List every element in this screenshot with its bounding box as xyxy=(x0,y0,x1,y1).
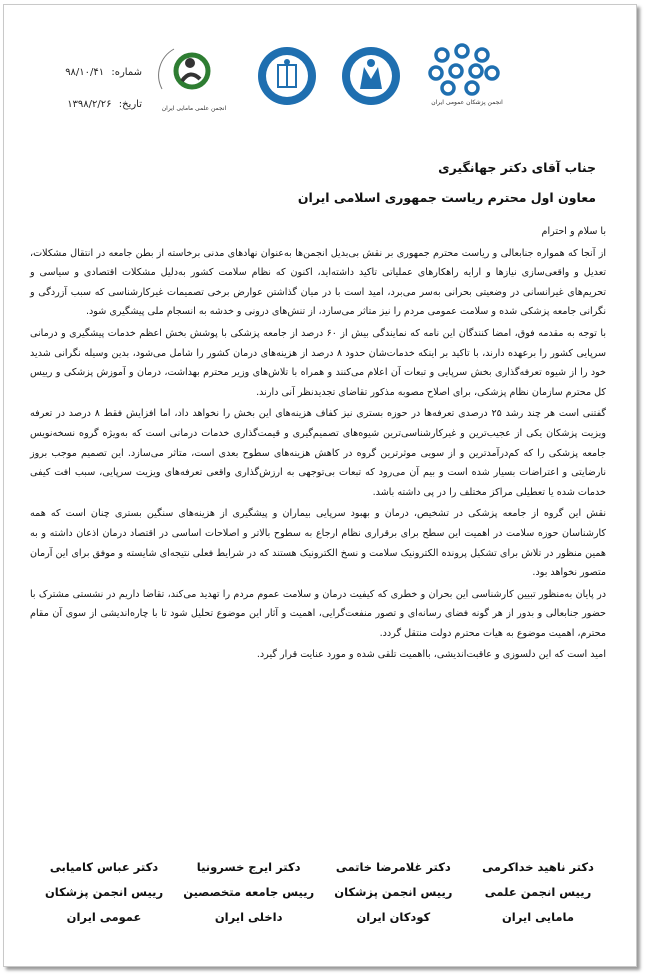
signatory-title: رییس انجمن پزشکان xyxy=(44,885,164,899)
signatory-org: کودکان ایران xyxy=(356,910,431,924)
paragraph-5: در پایان به‌منظور تبیین کارشناسی این بحران و خطری که کیفیت درمان و سلامت عموم مردم را تهدید می‌کند، تقاضا داریم در نشستی مشترک با حضور جنابعالی و بدور از هر گونه فضای رسانه‌ای و تصور منفعت‌گرایی، اهمیت و آثار این موضوع تحلیل شود تا با چاره‌اندیشی از سوی آن مقام محترم، اهمیت موضوع به هیات محترم دولت منتقل گردد. xyxy=(30,588,606,639)
letter-number xyxy=(32,57,142,89)
pediatrics-society-logo xyxy=(256,45,322,107)
signatory-org: عمومی ایران xyxy=(66,910,142,924)
signatory-name: دکتر غلامرضا خاتمی xyxy=(335,860,451,874)
internal-medicine-logo-mark xyxy=(340,45,402,107)
midwifery-logo-mark xyxy=(154,41,224,103)
signatures-row xyxy=(34,855,608,930)
signatory-title: رییس انجمن علمی xyxy=(484,885,592,899)
letter-date xyxy=(32,89,142,121)
paragraph-6: امید است که این دلسوزی و عاقبت‌اندیشی، بااهمیت تلقی شده و مورد عنایت قرار گیرد. xyxy=(256,649,606,661)
signatory-org: مامایی ایران xyxy=(501,910,574,924)
letter-body xyxy=(30,222,606,667)
pediatrics-logo-mark xyxy=(256,45,318,107)
signatory-name: دکتر ناهید خداکرمی xyxy=(482,860,594,874)
letter-date-label: تاریخ: xyxy=(118,99,142,110)
paragraph-4: نقش این گروه از جامعه پزشکی در تشخیص، درمان و بهبود سرپایی بیماران و پیشگیری از هزینه‌های سنگین بستری چنان است که همه کارشناسان حوزه سلامت در اهمیت این سطح برای برقراری نظام ارجاع به سطوح بالاتر و اصلاحات اساسی در اقتصاد درمان اذعان داشته و به همین منظور در تلاش برای تشکیل پرونده الکترونیک سلامت و نسخ الکترونیک هستند که در شرایط فعلی نتیجه‌ای شایسته و موفق برای این آرمان متصور نخواهد بود. xyxy=(30,508,606,579)
internal-medicine-logo xyxy=(340,45,406,107)
letter-date-value: ۱۳۹۸/۲/۲۶ xyxy=(67,99,112,110)
signature-block xyxy=(323,855,463,930)
signatory-name: دکتر ایرج خسرونیا xyxy=(196,860,301,874)
paragraph-2: با توجه به مقدمه فوق، امضا کنندگان این نامه که نمایندگی بیش از ۶۰ درصد از جامعه پزشکی با پوشش بخش اعظم خدمات پیشگیری و درمانی سرپایی کشور را برعهده دارند، با تاکید بر اینکه خدمات‌شان حدود ۸ درصد از هزینه‌های درمان کشور را شامل می‌شود، بدین وسیله نگرانی شدید خود را از شیوه تعرفه‌گذاری بخش سرپایی و تبعات آن اعلام می‌کنند و همراه با تلاش‌های وزیر محترم بهداشت، درمان و آموزش پزشکی و رییس کل محترم سازمان نظام پزشکی، برای اصلاح مصوبه مذکور تقاضای تجدیدنظر آنی دارند. xyxy=(30,327,606,398)
letter-meta xyxy=(32,57,142,121)
general-practitioners-logo xyxy=(422,41,512,106)
signatory-title: رییس انجمن پزشکان xyxy=(334,885,453,899)
signature-block xyxy=(34,855,174,930)
addressee-title: معاون اول محترم ریاست جمهوری اسلامی ایران xyxy=(297,190,596,205)
signatory-org: داخلی ایران xyxy=(214,910,283,924)
signature-block xyxy=(468,855,608,930)
letter-page xyxy=(3,4,637,967)
paragraph-3: گفتنی است هر چند رشد ۲۵ درصدی تعرفه‌ها در حوزه بستری نیز کفاف هزینه‌های این بخش را نخواهد داد، اما افزایش فقط ۸ درصد در تعرفه ویزیت پزشکان یکی از عجیب‌ترین و غیرکارشناسی‌ترین شیوه‌های تصمیم‌گیری و قیمت‌گذاری خدمات درمانی است که به‌ویژه گروه نسخه‌نویس جامعه پزشکی را که کم‌درآمدترین و از سویی موثرترین گروه در کاهش هزینه‌های سطوح بعدی است، متاثر می‌سازد. این تصمیم موجب بروز نارضایتی و اعتراضات بسیار شده است و بیم آن می‌رود که تبعات بی‌توجهی به ارزش‌گذاری واقعی تعرفه‌های ویزیت سرپایی، سبب افت کیفی خدمات شده یا تعطیلی مراکز مختلف را در پی داشته باشد. xyxy=(30,408,606,498)
signatory-title: رییس جامعه متخصصین xyxy=(183,885,315,899)
letter-number-label: شماره: xyxy=(111,67,142,78)
addressee-block xyxy=(298,153,596,213)
midwifery-association-logo xyxy=(154,41,234,112)
gp-logo-mark xyxy=(422,41,502,97)
paragraph-1: از آنجا که همواره جنابعالی و ریاست محترم جمهوری بر نقش بی‌بدیل انجمن‌ها به‌عنوان نهادهای مدنی برخاسته از بطن جامعه در انتقال مشکلات، تعدیل و واقعی‌سازی نیازها و ارایه راهکارهای عملیاتی تاکید داشته‌اید، اکنون که نظام سلامت کشور به‌دلیل مشکلات اقتصادی و سیاسی و تحریم‌های غیرانسانی در وضعیتی بحرانی به‌سر می‌برد، امید است با در میان گذاشتن عوارض برخی تصمیمات غیرکارشناسی که سبب آزردگی و نگرانی جامعه پزشکی شده و سلامت عمومی مردم را نیز متاثر می‌سازد، از تنش‌های درونی و خدشه به انسجام ملی پیشگیری شود. xyxy=(30,247,606,318)
signature-block xyxy=(179,855,319,930)
gp-logo-caption: انجمن پزشکان عمومی ایران xyxy=(431,99,503,106)
signatory-name: دکتر عباس کامیابی xyxy=(49,860,159,874)
addressee-name: جناب آقای دکتر جهانگیری xyxy=(438,160,596,175)
letter-number-value: ۹۸/۱۰/۴۱ xyxy=(65,67,105,78)
midwifery-logo-caption: انجمن علمی مامایی ایران xyxy=(161,105,227,112)
greeting: با سلام و احترام xyxy=(541,226,606,237)
